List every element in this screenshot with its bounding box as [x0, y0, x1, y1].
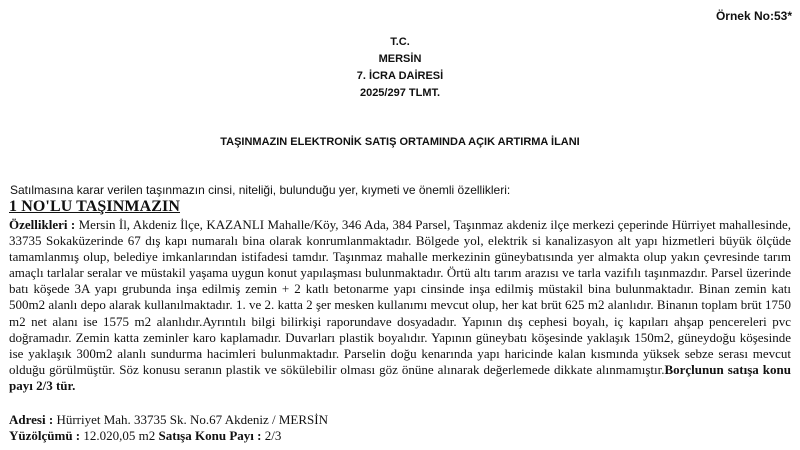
area-value: 12.020,05 m2: [80, 428, 159, 443]
intro-text: Satılmasına karar verilen taşınmazın cinsi, niteliği, bulunduğu yer, kıymeti ve önemli özellikleri:: [10, 183, 511, 197]
address-value: Hürriyet Mah. 33735 Sk. No.67 Akdeniz / MERSİN: [53, 412, 328, 427]
header-city: MERSİN: [378, 53, 422, 65]
header-office: 7. İCRA DAİRESİ: [356, 70, 444, 82]
debtor-share-note: Borçlunun satışa konu payı 2/3 tür.: [9, 361, 791, 393]
header-file-number: 2025/297 TLMT.: [359, 87, 441, 99]
header-country: T.C.: [390, 36, 410, 48]
features-label: Özellikleri :: [9, 217, 76, 232]
sale-share-value: 2/3: [261, 428, 282, 443]
address-line: [9, 412, 328, 428]
address-label: Adresi :: [9, 412, 54, 427]
section-heading: 1 NO'LU TAŞINMAZIN: [9, 198, 181, 215]
features-text: Mersin İl, Akdeniz İlçe, KAZANLI Mahalle/Köy, 346 Ada, 384 Parsel, Taşınmaz akdeniz ilçe merkezi çeperinde Hürriyet mahallesinde, 33735 Sokaküzerinde 67 dış kapı numaralı bina olarak konrumlanmaktadır. Bölgede yol, elektrik si kanalizasyon alt yapı hizmetleri büyük ölçüde tamamlanmış olup, belediye imkanlarından istifadesi tamdır. Taşınmaz mahalle merkezinin güneybatısında yer almakta olup yakın çevresinde tarım amaçlı tarlalar seralar ve müstakil yaşama uygun konut yapılaşması bulunmaktadır. Örtü altı tarım arazısı ve tarla vazifılı taşınmazdır. Parsel üzerinde batı köşede 3A yapı grubunda inşa edilmiş zemin + 2 katlı betonarme yapı cinsinde inşa edilmiş müstakil bina bulunmaktadır. Binan zemin katı 500m2 alanlı depo alarak kullanılmaktadır. 1. ve 2. katta 2 şer mesken kullanımı mevcut olup, her kat brüt 625 m2 alanlıdır. Binanın toplam brüt 1750 m2 net alanı ise 1575 m2 alanlıdır.Ayrıntılı bilgi bilirkişi raporundave dosyadadır. Yapının dış cephesi boyalı, iç kapıları ahşap pencereleri pvc doğramadır. Zemin katta zeminler karo kaplamadır. Duvarları plastik boyalıdır. Yapının güneybatı köşesinde yaklaşık 150m2, güneydoğu köşesinde ise yaklaşık 300m2 alanlı sundurma hacimleri bulunmaktadır. Parselin doğu kenarında yapı haricinde kalan kısmında yüksek sebze serası mevcut olduğu görülmüştür. Söz konusu seranın plastik ve sökülebilir olması göz önüne alınarak değerlemede dikkate alınmamıştır.: [9, 217, 791, 377]
form-number: Örnek No:53*: [715, 9, 792, 23]
area-line: [9, 428, 281, 444]
document-title: TAŞINMAZIN ELEKTRONİK SATIŞ ORTAMINDA AÇIK ARTIRMA İLANI: [220, 136, 580, 148]
area-label: Yüzölçümü :: [9, 428, 81, 443]
sale-share-label: Satışa Konu Payı :: [158, 428, 262, 443]
features-paragraph: [9, 217, 791, 394]
court-header: [0, 34, 800, 102]
